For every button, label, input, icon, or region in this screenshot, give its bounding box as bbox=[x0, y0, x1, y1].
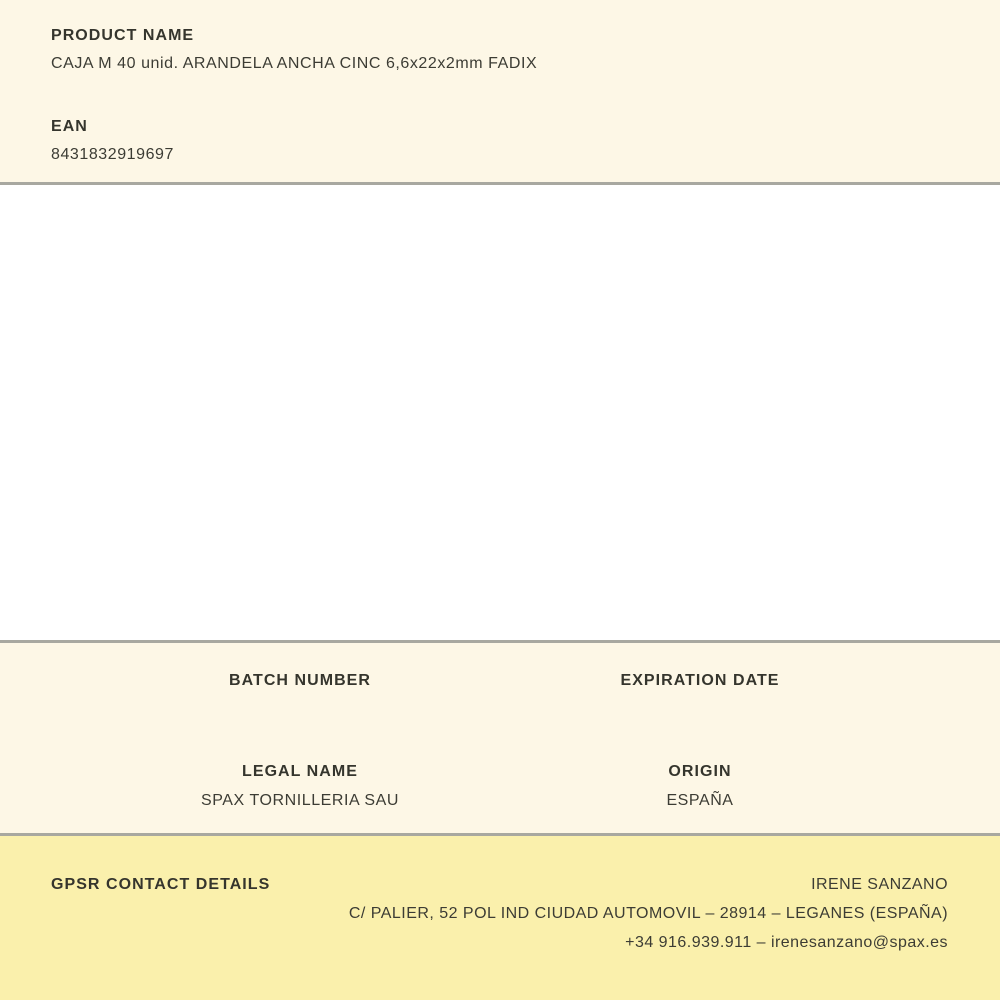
batch-number-field bbox=[100, 671, 500, 722]
gpsr-contact-phone-email: +34 916.939.911 – irenesanzano@spax.es bbox=[625, 934, 948, 951]
origin-label: ORIGIN bbox=[668, 763, 732, 780]
legal-name-label: LEGAL NAME bbox=[242, 763, 358, 780]
expiration-date-field bbox=[500, 671, 900, 722]
gpsr-contact-heading: GPSR CONTACT DETAILS bbox=[51, 876, 271, 893]
batch-expiration-row bbox=[100, 671, 900, 722]
product-name-value: CAJA M 40 unid. ARANDELA ANCHA CINC 6,6x22x2mm FADIX bbox=[51, 55, 538, 72]
product-identity-section bbox=[0, 0, 1000, 185]
gpsr-contact-section bbox=[0, 836, 1000, 1000]
legal-name-field bbox=[100, 762, 500, 813]
expiration-date-value bbox=[500, 700, 900, 722]
batch-number-label: BATCH NUMBER bbox=[229, 672, 371, 689]
empty-content-area bbox=[0, 185, 1000, 640]
batch-number-value bbox=[100, 700, 500, 722]
legal-name-value: SPAX TORNILLERIA SAU bbox=[201, 792, 399, 809]
batch-origin-section bbox=[0, 640, 1000, 836]
ean-field bbox=[51, 117, 949, 164]
gpsr-contact-block bbox=[349, 870, 948, 957]
product-name-label: PRODUCT NAME bbox=[51, 27, 195, 44]
expiration-date-label: EXPIRATION DATE bbox=[620, 672, 780, 689]
legal-origin-row bbox=[100, 762, 900, 813]
gpsr-contact-name: IRENE SANZANO bbox=[811, 876, 948, 893]
ean-value: 8431832919697 bbox=[51, 146, 174, 163]
origin-value: ESPAÑA bbox=[666, 792, 734, 809]
origin-field bbox=[500, 762, 900, 813]
ean-label: EAN bbox=[51, 118, 88, 135]
product-name-field bbox=[51, 26, 949, 73]
gpsr-contact-address: C/ PALIER, 52 POL IND CIUDAD AUTOMOVIL – 28914 – LEGANES (ESPAÑA) bbox=[348, 905, 948, 922]
